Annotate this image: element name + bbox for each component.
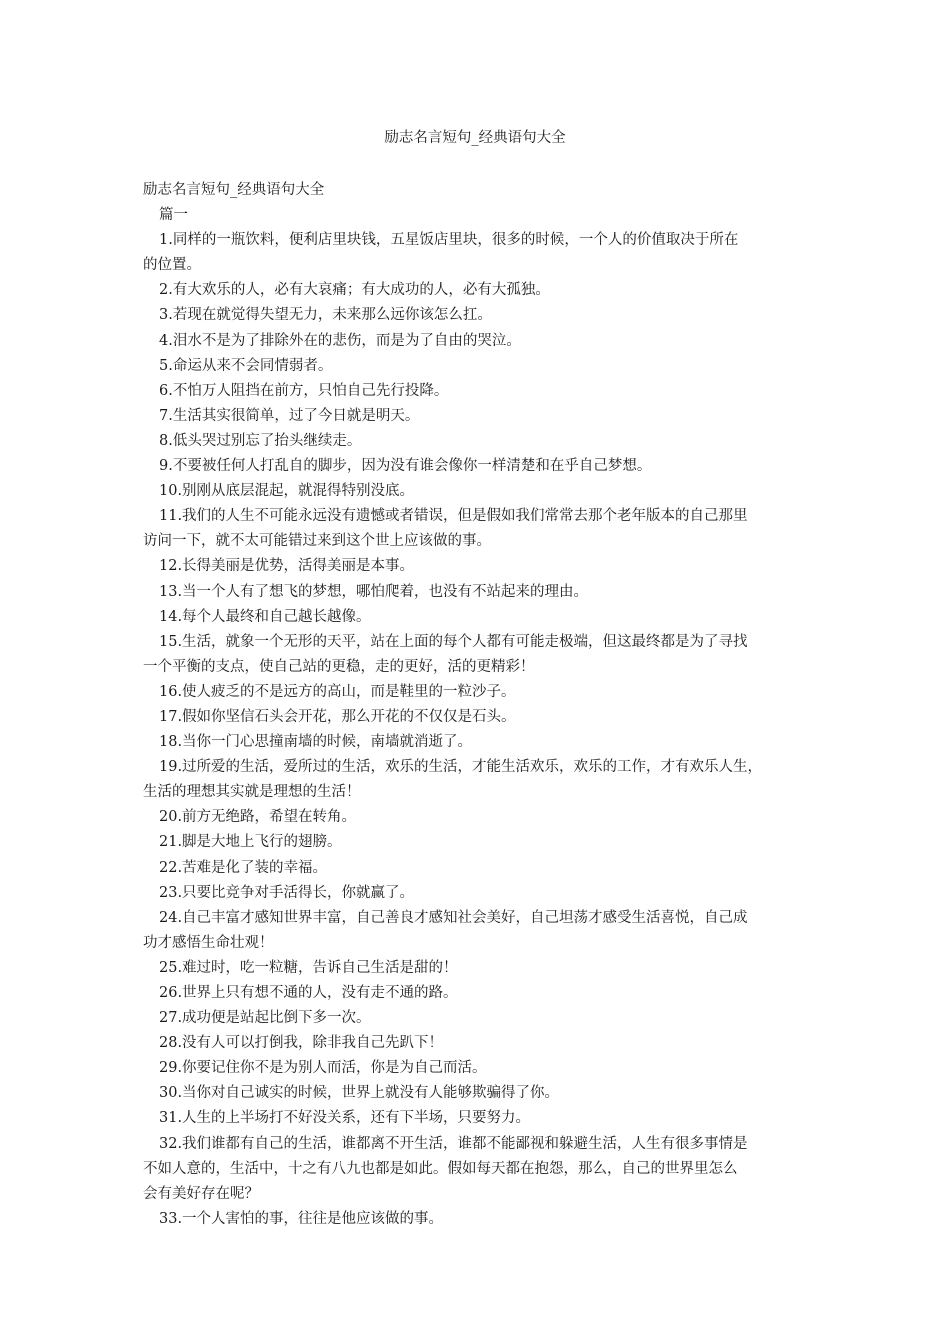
quote-line: 13.当一个人有了想飞的梦想，哪怕爬着，也没有不站起来的理由。 bbox=[159, 583, 589, 600]
quote-line: 31.人生的上半场打不好没关系，还有下半场，只要努力。 bbox=[159, 1110, 531, 1127]
section-label: 篇一 bbox=[159, 207, 188, 224]
quote-line: 18.当你一门心思撞南墙的时候，南墙就消逝了。 bbox=[159, 734, 473, 751]
quote-line-continuation: 不如人意的，生活中，十之有八九也都是如此。假如每天都在抱怨，那么，自己的世界里怎么 bbox=[143, 1160, 738, 1177]
quote-line: 17.假如你坚信石头会开花，那么开花的不仅仅是石头。 bbox=[159, 708, 516, 725]
quote-line: 5.命运从来不会同情弱者。 bbox=[159, 357, 333, 374]
document-body bbox=[143, 178, 823, 1232]
quote-line: 23.只要比竞争对手活得长，你就赢了。 bbox=[159, 884, 415, 901]
quote-line: 29.你要记住你不是为别人而活，你是为自己而活。 bbox=[159, 1060, 487, 1077]
quote-line: 26.世界上只有想不通的人，没有走不通的路。 bbox=[159, 985, 458, 1001]
quote-line-continuation: 会有美好存在呢？ bbox=[143, 1185, 259, 1202]
quote-line-continuation: 的位置。 bbox=[143, 257, 201, 274]
quote-line: 12.长得美丽是优势，活得美丽是本事。 bbox=[159, 558, 415, 575]
quote-line: 22.苦难是化了装的幸福。 bbox=[159, 859, 328, 876]
quote-line: 19.过所爱的生活，爱所过的生活，欢乐的生活，才能生活欢乐，欢乐的工作，才有欢乐人生， bbox=[159, 759, 763, 776]
quote-line: 32.我们谁都有自己的生活，谁都离不开生活，谁都不能鄙视和躲避生活，人生有很多事情是 bbox=[159, 1135, 748, 1152]
quote-line: 24.自己丰富才感知世界丰富，自己善良才感知社会美好，自己坦荡才感受生活喜悦，自己成 bbox=[159, 909, 748, 926]
quote-line: 2.有大欢乐的人，必有大哀痛；有大成功的人，必有大孤独。 bbox=[159, 282, 550, 299]
quote-line: 3.若现在就觉得失望无力，未来那么远你该怎么扛。 bbox=[159, 307, 492, 324]
quote-line: 21.脚是大地上飞行的翅膀。 bbox=[159, 834, 342, 851]
quote-line: 9.不要被任何人打乱自的脚步，因为没有谁会像你一样清楚和在乎自己梦想。 bbox=[159, 458, 652, 475]
document-heading: 励志名言短句_经典语句大全 bbox=[143, 182, 325, 198]
quote-line: 1.同样的一瓶饮料，便利店里块钱，五星饭店里块，很多的时候，一个人的价值取决于所在 bbox=[159, 232, 739, 249]
quote-line: 10.别刚从底层混起，就混得特别没底。 bbox=[159, 483, 415, 500]
quote-line-continuation: 一个平衡的支点，使自己站的更稳，走的更好，活的更精彩！ bbox=[143, 658, 535, 675]
quote-line: 25.难过时，吃一粒糖，告诉自己生活是甜的！ bbox=[159, 959, 458, 976]
quote-line: 7.生活其实很简单，过了今日就是明天。 bbox=[159, 407, 420, 424]
quote-line: 8.低头哭过别忘了抬头继续走。 bbox=[159, 432, 362, 449]
quote-line: 30.当你对自己诚实的时候，世界上就没有人能够欺骗得了你。 bbox=[159, 1085, 560, 1102]
quote-line: 16.使人疲乏的不是远方的高山，而是鞋里的一粒沙子。 bbox=[159, 683, 516, 700]
quote-line: 4.泪水不是为了排除外在的悲伤，而是为了自由的哭泣。 bbox=[159, 332, 521, 349]
quote-line-continuation: 功才感悟生命壮观！ bbox=[143, 934, 274, 951]
quote-line: 33.一个人害怕的事，往往是他应该做的事。 bbox=[159, 1210, 444, 1227]
document-title: 励志名言短句_经典语句大全 bbox=[384, 130, 566, 146]
quote-line: 20.前方无绝路，希望在转角。 bbox=[159, 809, 357, 826]
quote-line: 11.我们的人生不可能永远没有遗憾或者错误，但是假如我们常常去那个老年版本的自己那里 bbox=[159, 508, 748, 525]
quote-line: 6.不怕万人阻挡在前方，只怕自己先行投降。 bbox=[159, 382, 449, 399]
quote-line: 14.每个人最终和自己越长越像。 bbox=[159, 608, 371, 625]
quote-list bbox=[143, 228, 823, 1232]
quote-line-continuation: 访问一下，就不太可能错过来到这个世上应该做的事。 bbox=[143, 533, 491, 550]
quote-line-continuation: 生活的理想其实就是理想的生活！ bbox=[143, 784, 361, 801]
quote-line: 28.没有人可以打倒我，除非我自己先趴下！ bbox=[159, 1035, 444, 1052]
quote-line: 27.成功便是站起比倒下多一次。 bbox=[159, 1010, 371, 1027]
quote-line: 15.生活，就象一个无形的天平，站在上面的每个人都有可能走极端，但这最终都是为了寻找 bbox=[159, 633, 748, 650]
